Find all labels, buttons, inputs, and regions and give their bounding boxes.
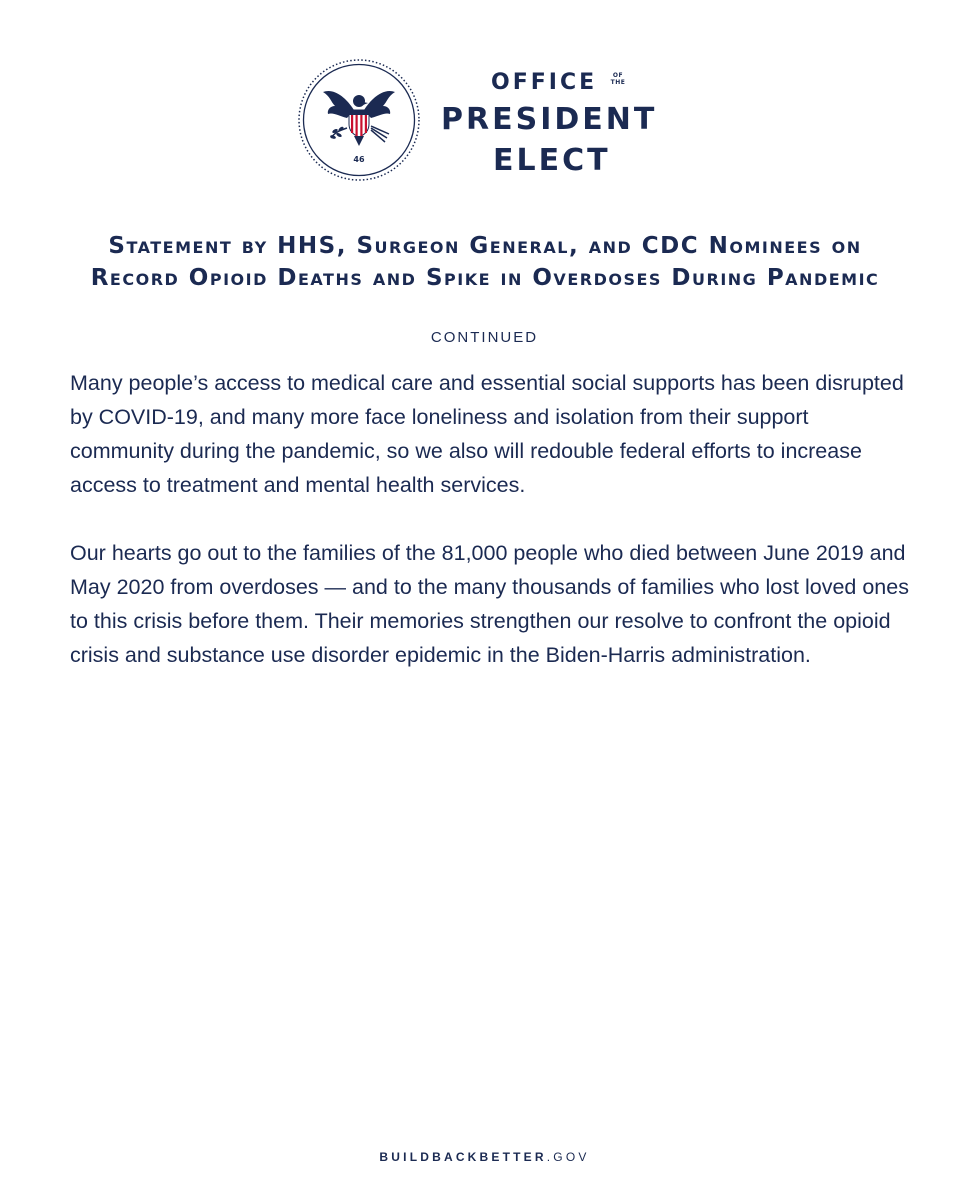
wordmark-office: OFFICE bbox=[491, 70, 598, 95]
paragraph: Our hearts go out to the families of the 81,000 people who died between June 2019 and May 2020 from overdoses — and to the many thousands of families who lost loved ones to this crisis before them. Their memories strengthen our resolve to confront the opioid crisis and substance use disorder epidemic in the Biden-Harris administration. bbox=[70, 541, 909, 667]
statement-body bbox=[70, 366, 910, 706]
seal-number: 46 bbox=[353, 155, 365, 164]
presidential-seal-icon bbox=[297, 58, 421, 182]
wordmark-president: PRESIDENT bbox=[441, 102, 658, 137]
wordmark-the: THE bbox=[610, 79, 626, 86]
statement-title: Statement by HHS, Surgeon General, and CDC Nominees on Record Opioid Deaths and Spike in Overdoses During Pandemic bbox=[90, 233, 880, 291]
wordmark-of-the bbox=[607, 72, 629, 86]
letterhead bbox=[297, 58, 677, 184]
wordmark-of: OF bbox=[612, 72, 624, 79]
wordmark-elect: ELECT bbox=[493, 143, 611, 178]
footer-tld: .GOV bbox=[546, 1150, 590, 1164]
footer-domain: BUILDBACKBETTER bbox=[379, 1150, 547, 1164]
continued-label: CONTINUED bbox=[430, 329, 539, 346]
paragraph: Many people’s access to medical care and essential social supports has been disrupted by COVID-19, and many more face loneliness and isolation from their support community during the pandemic, so we also will redouble federal efforts to increase access to treatment and mental health services. bbox=[70, 371, 904, 497]
footer-url[interactable] bbox=[0, 1150, 969, 1164]
